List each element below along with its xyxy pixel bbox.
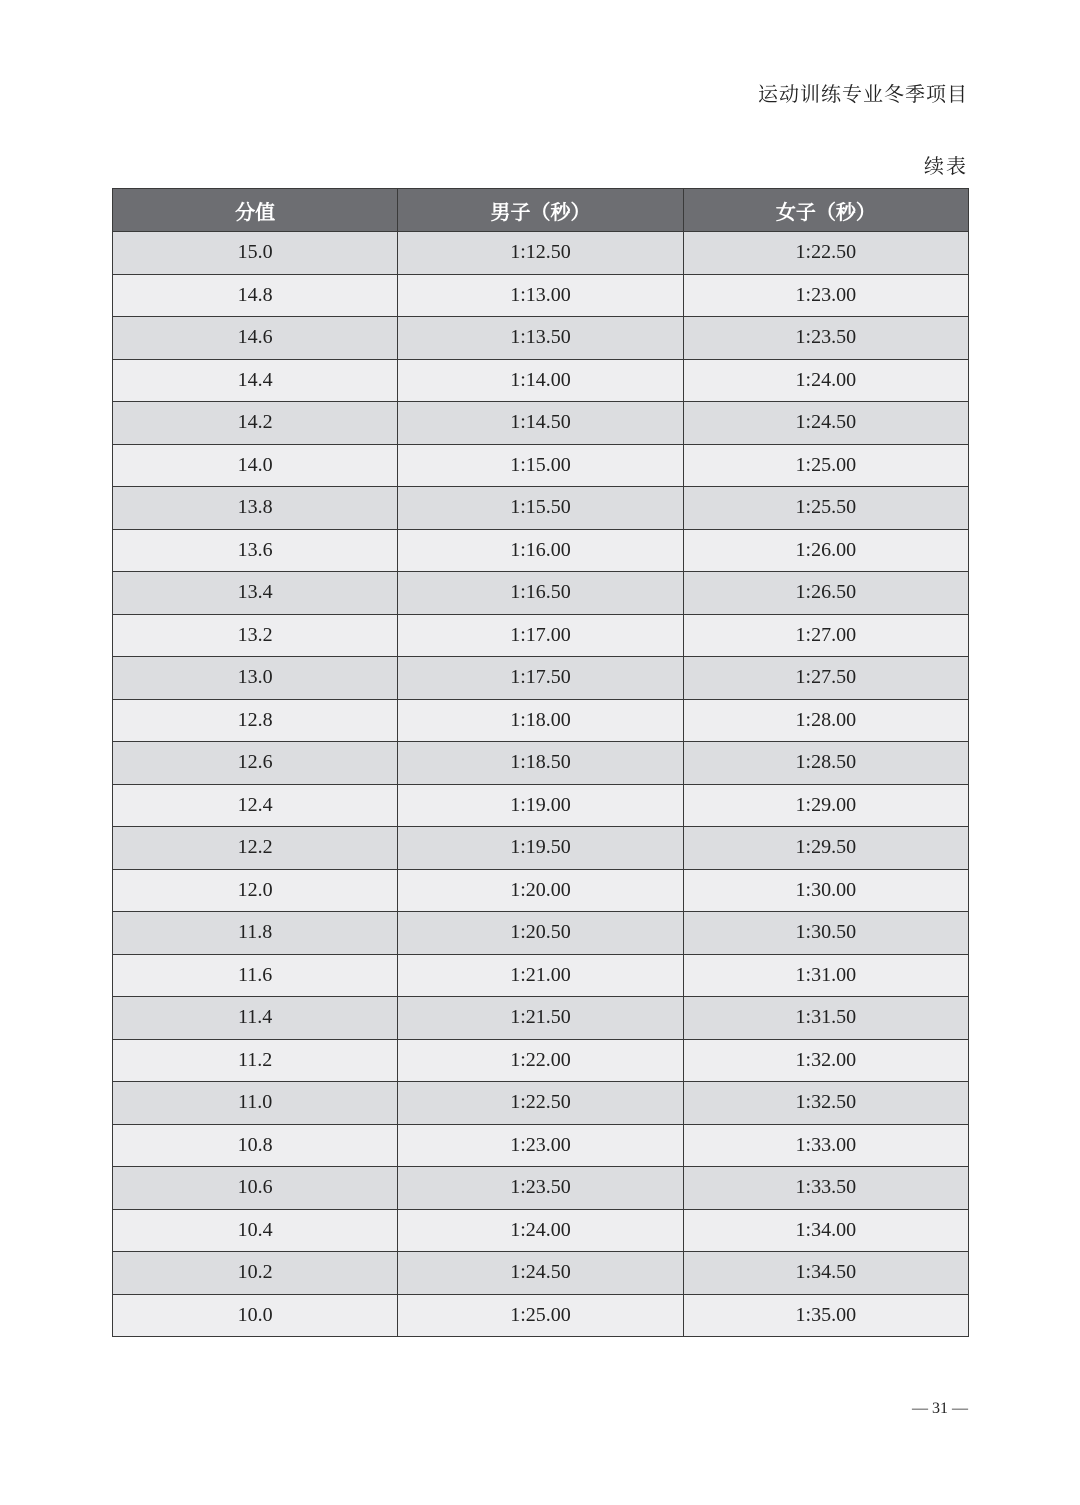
men-time-cell: 1:19.00 bbox=[398, 784, 683, 827]
women-time-cell: 1:33.00 bbox=[683, 1124, 968, 1167]
score-cell: 11.0 bbox=[113, 1082, 398, 1125]
men-time-cell: 1:20.50 bbox=[398, 912, 683, 955]
men-time-cell: 1:16.00 bbox=[398, 529, 683, 572]
women-time-cell: 1:34.50 bbox=[683, 1252, 968, 1295]
men-time-cell: 1:22.50 bbox=[398, 1082, 683, 1125]
women-time-cell: 1:26.00 bbox=[683, 529, 968, 572]
score-cell: 10.6 bbox=[113, 1167, 398, 1210]
table-row bbox=[113, 359, 969, 402]
score-cell: 13.2 bbox=[113, 614, 398, 657]
score-cell: 14.2 bbox=[113, 402, 398, 445]
table-row bbox=[113, 827, 969, 870]
table-row bbox=[113, 997, 969, 1040]
men-time-cell: 1:24.50 bbox=[398, 1252, 683, 1295]
score-cell: 10.2 bbox=[113, 1252, 398, 1295]
column-header-score: 分值 bbox=[113, 189, 398, 232]
women-time-cell: 1:24.50 bbox=[683, 402, 968, 445]
table-row bbox=[113, 1039, 969, 1082]
score-cell: 12.6 bbox=[113, 742, 398, 785]
table-row bbox=[113, 232, 969, 275]
men-time-cell: 1:21.50 bbox=[398, 997, 683, 1040]
women-time-cell: 1:25.00 bbox=[683, 444, 968, 487]
women-time-cell: 1:34.00 bbox=[683, 1209, 968, 1252]
score-cell: 11.4 bbox=[113, 997, 398, 1040]
table-row bbox=[113, 487, 969, 530]
page-number: — 31 — bbox=[912, 1400, 968, 1417]
women-time-cell: 1:32.00 bbox=[683, 1039, 968, 1082]
table-row bbox=[113, 402, 969, 445]
men-time-cell: 1:14.00 bbox=[398, 359, 683, 402]
score-cell: 14.0 bbox=[113, 444, 398, 487]
women-time-cell: 1:33.50 bbox=[683, 1167, 968, 1210]
table-row bbox=[113, 699, 969, 742]
men-time-cell: 1:15.50 bbox=[398, 487, 683, 530]
score-cell: 11.8 bbox=[113, 912, 398, 955]
score-cell: 12.4 bbox=[113, 784, 398, 827]
score-cell: 10.4 bbox=[113, 1209, 398, 1252]
men-time-cell: 1:17.00 bbox=[398, 614, 683, 657]
men-time-cell: 1:20.00 bbox=[398, 869, 683, 912]
men-time-cell: 1:22.00 bbox=[398, 1039, 683, 1082]
score-cell: 13.6 bbox=[113, 529, 398, 572]
table-row bbox=[113, 529, 969, 572]
table-row bbox=[113, 954, 969, 997]
women-time-cell: 1:31.00 bbox=[683, 954, 968, 997]
men-time-cell: 1:12.50 bbox=[398, 232, 683, 275]
score-cell: 10.0 bbox=[113, 1294, 398, 1337]
women-time-cell: 1:29.50 bbox=[683, 827, 968, 870]
score-cell: 13.4 bbox=[113, 572, 398, 615]
table-row bbox=[113, 572, 969, 615]
men-time-cell: 1:14.50 bbox=[398, 402, 683, 445]
score-cell: 11.6 bbox=[113, 954, 398, 997]
table-row bbox=[113, 869, 969, 912]
men-time-cell: 1:24.00 bbox=[398, 1209, 683, 1252]
table-row bbox=[113, 274, 969, 317]
table-row bbox=[113, 317, 969, 360]
score-cell: 14.6 bbox=[113, 317, 398, 360]
table-row bbox=[113, 1124, 969, 1167]
score-cell: 13.0 bbox=[113, 657, 398, 700]
table-row bbox=[113, 444, 969, 487]
table-row bbox=[113, 657, 969, 700]
women-time-cell: 1:27.00 bbox=[683, 614, 968, 657]
men-time-cell: 1:18.50 bbox=[398, 742, 683, 785]
women-time-cell: 1:22.50 bbox=[683, 232, 968, 275]
women-time-cell: 1:24.00 bbox=[683, 359, 968, 402]
women-time-cell: 1:23.50 bbox=[683, 317, 968, 360]
men-time-cell: 1:23.00 bbox=[398, 1124, 683, 1167]
table-row bbox=[113, 1294, 969, 1337]
score-table bbox=[112, 188, 969, 1337]
table-row bbox=[113, 614, 969, 657]
women-time-cell: 1:23.00 bbox=[683, 274, 968, 317]
women-time-cell: 1:28.00 bbox=[683, 699, 968, 742]
women-time-cell: 1:26.50 bbox=[683, 572, 968, 615]
women-time-cell: 1:35.00 bbox=[683, 1294, 968, 1337]
score-cell: 10.8 bbox=[113, 1124, 398, 1167]
column-header-women: 女子（秒） bbox=[683, 189, 968, 232]
men-time-cell: 1:13.00 bbox=[398, 274, 683, 317]
running-header-title: 运动训练专业冬季项目 bbox=[758, 82, 968, 106]
men-time-cell: 1:16.50 bbox=[398, 572, 683, 615]
men-time-cell: 1:19.50 bbox=[398, 827, 683, 870]
women-time-cell: 1:30.00 bbox=[683, 869, 968, 912]
table-row bbox=[113, 1252, 969, 1295]
score-cell: 12.8 bbox=[113, 699, 398, 742]
table-row bbox=[113, 1082, 969, 1125]
column-header-men: 男子（秒） bbox=[398, 189, 683, 232]
table-header bbox=[113, 189, 969, 232]
men-time-cell: 1:23.50 bbox=[398, 1167, 683, 1210]
women-time-cell: 1:28.50 bbox=[683, 742, 968, 785]
score-cell: 14.8 bbox=[113, 274, 398, 317]
score-cell: 11.2 bbox=[113, 1039, 398, 1082]
table-row bbox=[113, 742, 969, 785]
table-row bbox=[113, 1167, 969, 1210]
table-row bbox=[113, 912, 969, 955]
women-time-cell: 1:27.50 bbox=[683, 657, 968, 700]
women-time-cell: 1:30.50 bbox=[683, 912, 968, 955]
men-time-cell: 1:17.50 bbox=[398, 657, 683, 700]
women-time-cell: 1:31.50 bbox=[683, 997, 968, 1040]
table-row bbox=[113, 1209, 969, 1252]
men-time-cell: 1:25.00 bbox=[398, 1294, 683, 1337]
men-time-cell: 1:21.00 bbox=[398, 954, 683, 997]
score-cell: 12.0 bbox=[113, 869, 398, 912]
table-body bbox=[113, 232, 969, 1337]
continued-label: 续表 bbox=[924, 154, 968, 178]
men-time-cell: 1:18.00 bbox=[398, 699, 683, 742]
score-cell: 15.0 bbox=[113, 232, 398, 275]
men-time-cell: 1:13.50 bbox=[398, 317, 683, 360]
table-row bbox=[113, 784, 969, 827]
score-cell: 12.2 bbox=[113, 827, 398, 870]
women-time-cell: 1:29.00 bbox=[683, 784, 968, 827]
women-time-cell: 1:32.50 bbox=[683, 1082, 968, 1125]
score-cell: 13.8 bbox=[113, 487, 398, 530]
men-time-cell: 1:15.00 bbox=[398, 444, 683, 487]
women-time-cell: 1:25.50 bbox=[683, 487, 968, 530]
score-cell: 14.4 bbox=[113, 359, 398, 402]
table-header-row bbox=[113, 189, 969, 232]
